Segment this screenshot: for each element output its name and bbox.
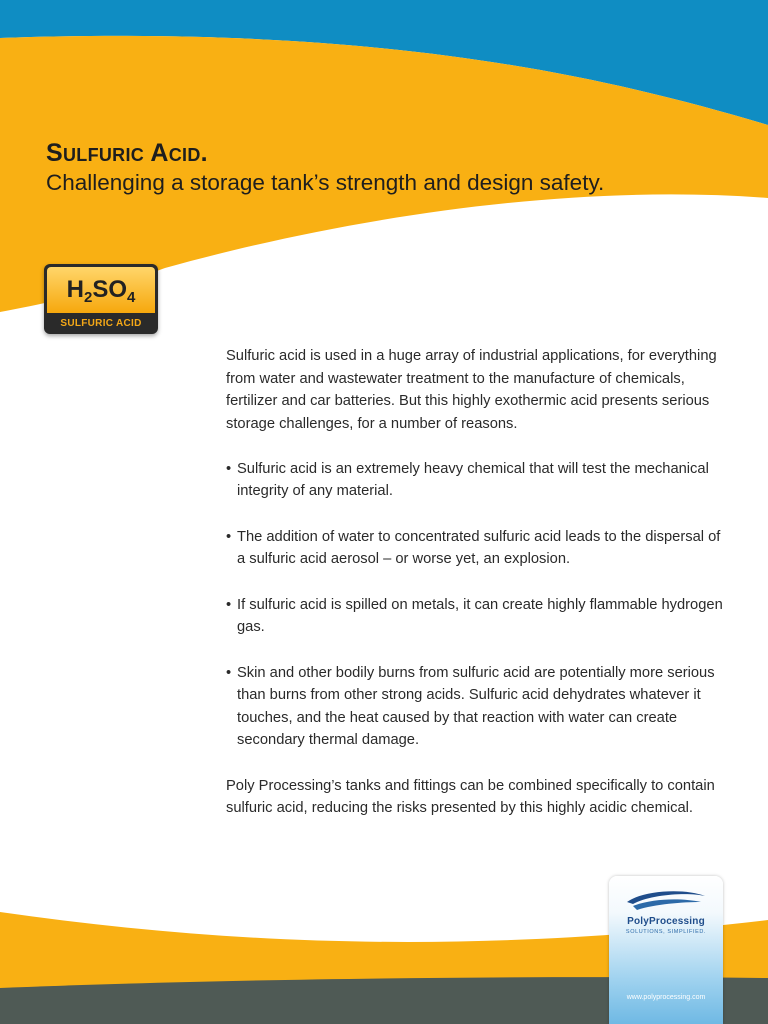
list-item-text: If sulfuric acid is spilled on metals, it can create highly flammable hydrogen gas. [237, 596, 723, 635]
formula-h: H [66, 276, 84, 303]
chemical-badge [44, 264, 158, 334]
brand-name: PolyProcessing [627, 916, 705, 927]
closing-paragraph: Poly Processing’s tanks and fittings can be combined specifically to contain sulfuric acid, reducing the risks presented by this highly acidic chemical. [226, 777, 715, 816]
bullet-icon: • [226, 664, 232, 681]
risk-list [226, 458, 726, 752]
formula-subscript-2: 2 [83, 289, 93, 306]
formula-subscript-4: 4 [127, 289, 136, 306]
heading-block [46, 140, 726, 198]
list-item [226, 458, 726, 503]
chemical-label: SULFURIC ACID [60, 318, 142, 329]
brand-tagline: SOLUTIONS, SIMPLIFIED. [625, 929, 707, 935]
bullet-icon: • [226, 460, 232, 477]
list-item [226, 662, 726, 752]
list-item-text: The addition of water to concentrated sulfuric acid leads to the dispersal of a sulfuric acid aerosol – or worse yet, an explosion. [237, 528, 721, 567]
bullet-icon: • [226, 528, 232, 545]
page-subtitle: Challenging a storage tank’s strength and design safety. [46, 170, 605, 195]
formula-so: SO [92, 276, 128, 303]
website-url: www.polyprocessing.com [626, 994, 706, 1001]
list-item [226, 594, 726, 639]
page-title: Sulfuric Acid. [46, 139, 208, 167]
list-item-text: Skin and other bodily burns from sulfuric acid are potentially more serious than burns from other strong acids. Sulfuric acid dehydrates whatever it touches, and the heat caused by that reaction with water can create secondary thermal damage. [237, 664, 715, 748]
bullet-icon: • [226, 596, 232, 613]
swoosh-logo-icon [623, 886, 709, 914]
company-logo-tab [609, 876, 723, 1024]
body-content [226, 345, 726, 842]
list-item [226, 526, 726, 571]
intro-paragraph: Sulfuric acid is used in a huge array of industrial applications, for everything from water and wastewater treatment to the manufacture of chemicals, fertilizer and car batteries. But this highly exothermic acid presents serious storage challenges, for a number of reasons. [226, 348, 717, 432]
list-item-text: Sulfuric acid is an extremely heavy chemical that will test the mechanical integrity of any material. [237, 460, 709, 499]
chemical-formula [47, 267, 155, 313]
